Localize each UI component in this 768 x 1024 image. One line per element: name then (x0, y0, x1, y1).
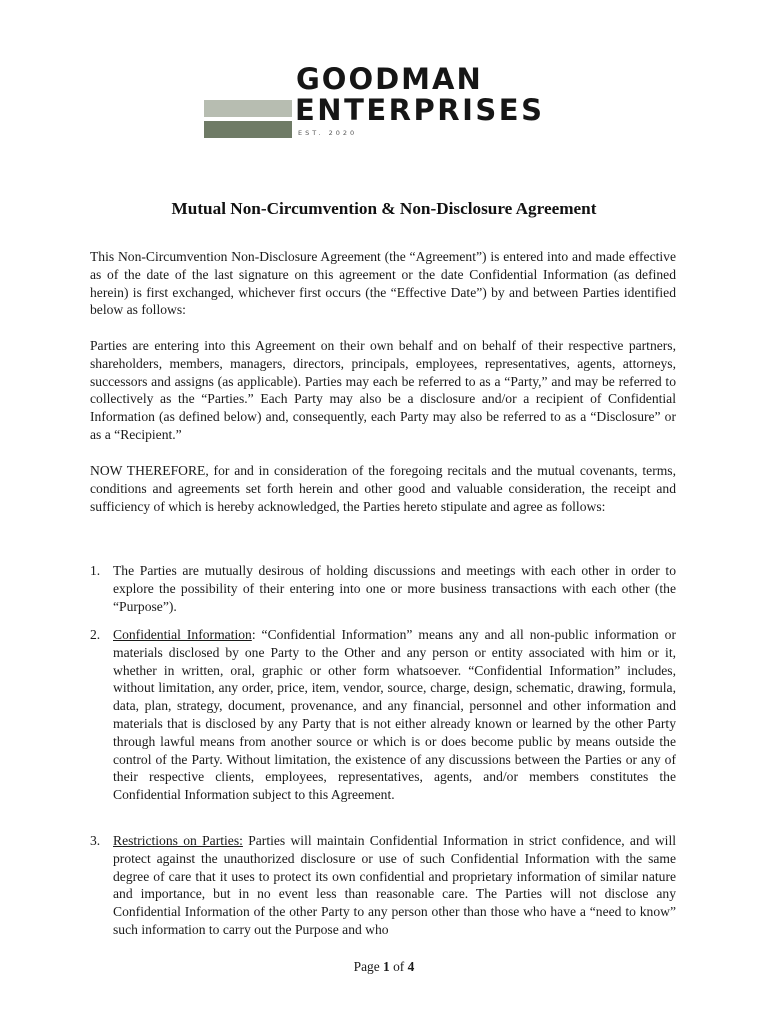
clause-number: 1. (90, 563, 101, 578)
paragraph-parties: Parties are entering into this Agreement on their own behalf and on behalf of their respective partners, shareholders, members, managers, directors, principals, employees, representatives, agents, attorneys, successors and assigns (as applicable). Parties may each be referred to as a “Party,” and may be referred to collectively as the “Parties.” Each Party may also be a disclosure and/or a recipient of Confidential Information (as defined below) and, consequently, each Party may also be referred to as a “Disclosure” or as a “Recipient.” (90, 338, 676, 442)
total-pages-number: 4 (407, 959, 415, 974)
clause-list-1 (90, 562, 676, 615)
clause-heading: Restrictions on Parties: (113, 833, 243, 848)
clause-item (90, 832, 676, 939)
clause-number: 3. (90, 833, 101, 848)
company-logo (204, 62, 564, 142)
clause-text: The Parties are mutually desirous of holding discussions and meetings with each other in order to explore the possibility of their entering into one or more business transactions with each other (the “Purpose”). (113, 563, 676, 614)
paragraph-now-therefore: NOW THEREFORE, for and in consideration of the foregoing recitals and the mutual covenants, terms, conditions and agreements set forth herein and other good and valuable consideration, the receipt and sufficiency of which is hereby acknowledged, the Parties hereto stipulate and agree as follows: (90, 463, 676, 514)
clause-list-3 (90, 832, 676, 939)
page-label: Page (353, 959, 380, 974)
clause-separator: : (251, 627, 262, 642)
logo-word-goodman: GOODMAN (296, 62, 483, 96)
clause-text: “Confidential Information” means any and all non-public information or materials disclosed by one Party to the Other and any person or entity associated with him or it, whether in written, oral, graphic or other form whatsoever. “Confidential Information” includes, without limitation, any order, price, item, vendor, source, charge, design, schematic, drawing, formula, data, plan, strategy, document, provenance, and any financial, personnel and other information and materials that is disclosed by any Party that is not either already known or learned by the other Party through lawful means from another source or which is or does become public by means outside the control of the Party. Without limitation, the existence of any discussions between the Parties or any of their respective clients, employees, representatives, agents, and/or members constitutes the Confidential Information subject to this Agreement. (113, 627, 676, 803)
logo-established: EST. 2020 (298, 129, 358, 137)
logo-bar-light (204, 100, 292, 117)
current-page-number: 1 (383, 959, 390, 974)
clause-number: 2. (90, 627, 101, 642)
clause-text: Parties will maintain Confidential Information in strict confidence, and will protect against the unauthorized disclosure or use of such Confidential Information with the same degree of care that it uses to protect its own confidential and proprietary information of similar nature and importance, but in no event less than reasonable care. The Parties will not disclose any Confidential Information of the other Party to any person other than those who have a “need to know” such information to carry out the Purpose and who (113, 833, 676, 937)
of-label: of (393, 959, 405, 974)
paragraph-intro: This Non-Circumvention Non-Disclosure Agreement (the “Agreement”) is entered into and made effective as of the date of the last signature on this agreement or the date Confidential Information (as defined herein) is first exchanged, whichever first occurs (the “Effective Date”) by and between Parties identified below as follows: (90, 249, 676, 318)
clause-item (90, 626, 676, 804)
clause-heading: Confidential Information (113, 627, 252, 642)
logo-bar-dark (204, 121, 292, 138)
clause-item (90, 562, 676, 615)
document-title: Mutual Non-Circumvention & Non-Disclosure Agreement (171, 199, 597, 218)
clause-list-2 (90, 626, 676, 804)
logo-word-enterprises: ENTERPRISES (295, 93, 545, 127)
page-footer (0, 959, 768, 975)
